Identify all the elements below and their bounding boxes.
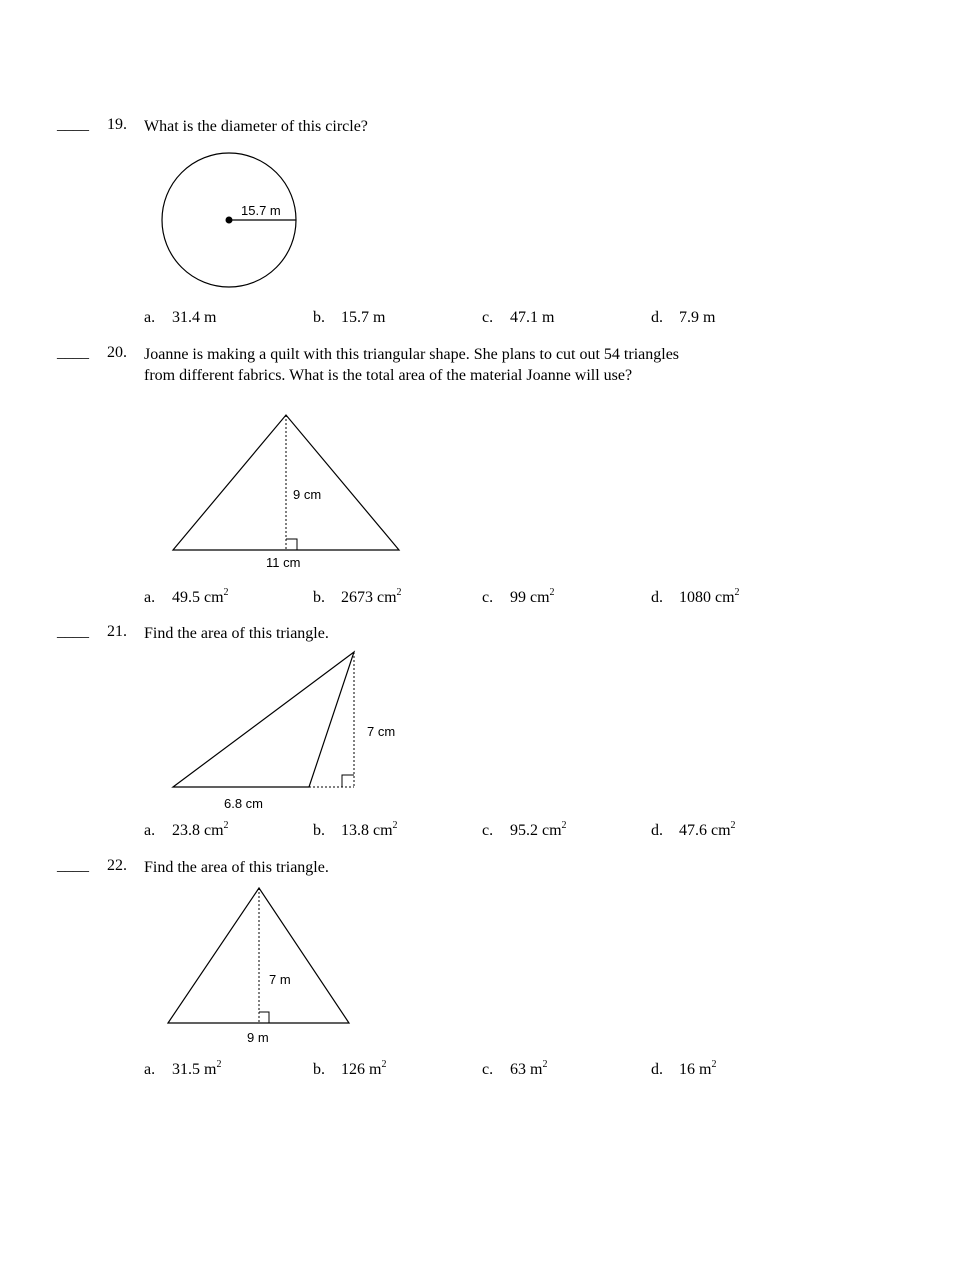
question-number: 21. <box>107 623 127 640</box>
height-label: 9 cm <box>293 487 322 502</box>
question-number: 19. <box>107 116 127 133</box>
choice-20b[interactable]: b. 2673 $cm^2$ <box>313 587 402 606</box>
choice-20c[interactable]: c. 99 $cm^2$ <box>482 587 555 606</box>
answer-blank[interactable]: ____ <box>57 857 89 874</box>
choice-22a[interactable]: a. 31.5 $m^2$ <box>144 1059 222 1078</box>
choice-20a[interactable]: a. 49.5 $cm^2$ <box>144 587 229 606</box>
choice-21a[interactable]: a. 23.8 $cm^2$ <box>144 820 229 839</box>
question-number: 20. <box>107 344 127 361</box>
choice-21d[interactable]: d. 47.6 $cm^2$ <box>651 820 736 839</box>
answer-blank[interactable]: ____ <box>57 623 89 640</box>
choice-20d[interactable]: d. 1080 $cm^2$ <box>651 587 740 606</box>
base-label: 9 m <box>247 1030 269 1045</box>
choice-19a[interactable]: a. 31.4 m <box>144 309 217 326</box>
base-label: 6.8 cm <box>224 796 264 811</box>
choice-19b[interactable]: b. 15.7 m <box>313 309 386 326</box>
choice-22b[interactable]: b. 126 $m^2$ <box>313 1059 387 1078</box>
choice-19d[interactable]: d. 7.9 m <box>651 309 716 326</box>
choice-22d[interactable]: d. 16 $m^2$ <box>651 1059 717 1078</box>
choice-19c[interactable]: c. 47.1 m <box>482 309 555 326</box>
choice-21c[interactable]: c. 95.2 $cm^2$ <box>482 820 567 839</box>
answer-blank[interactable]: ____ <box>57 116 89 133</box>
height-label: 7 cm <box>367 724 396 739</box>
question-text: Find the area of this triangle. <box>144 625 329 642</box>
choice-22c[interactable]: c. 63 $m^2$ <box>482 1059 548 1078</box>
radius-label: 15.7 m <box>241 203 281 218</box>
answer-blank[interactable]: ____ <box>57 344 89 361</box>
question-text: Find the area of this triangle. <box>144 859 329 876</box>
choice-21b[interactable]: b. 13.8 $cm^2$ <box>313 820 398 839</box>
height-label: 7 m <box>269 972 291 987</box>
question-number: 22. <box>107 857 127 874</box>
base-label: 11 cm <box>266 555 301 570</box>
question-text: Joanne is making a quilt with this triangular shape. She plans to cut out 54 triangles from different fabrics. What is the total area of the material Joanne will use? <box>144 346 680 384</box>
question-text: What is the diameter of this circle? <box>144 118 368 135</box>
